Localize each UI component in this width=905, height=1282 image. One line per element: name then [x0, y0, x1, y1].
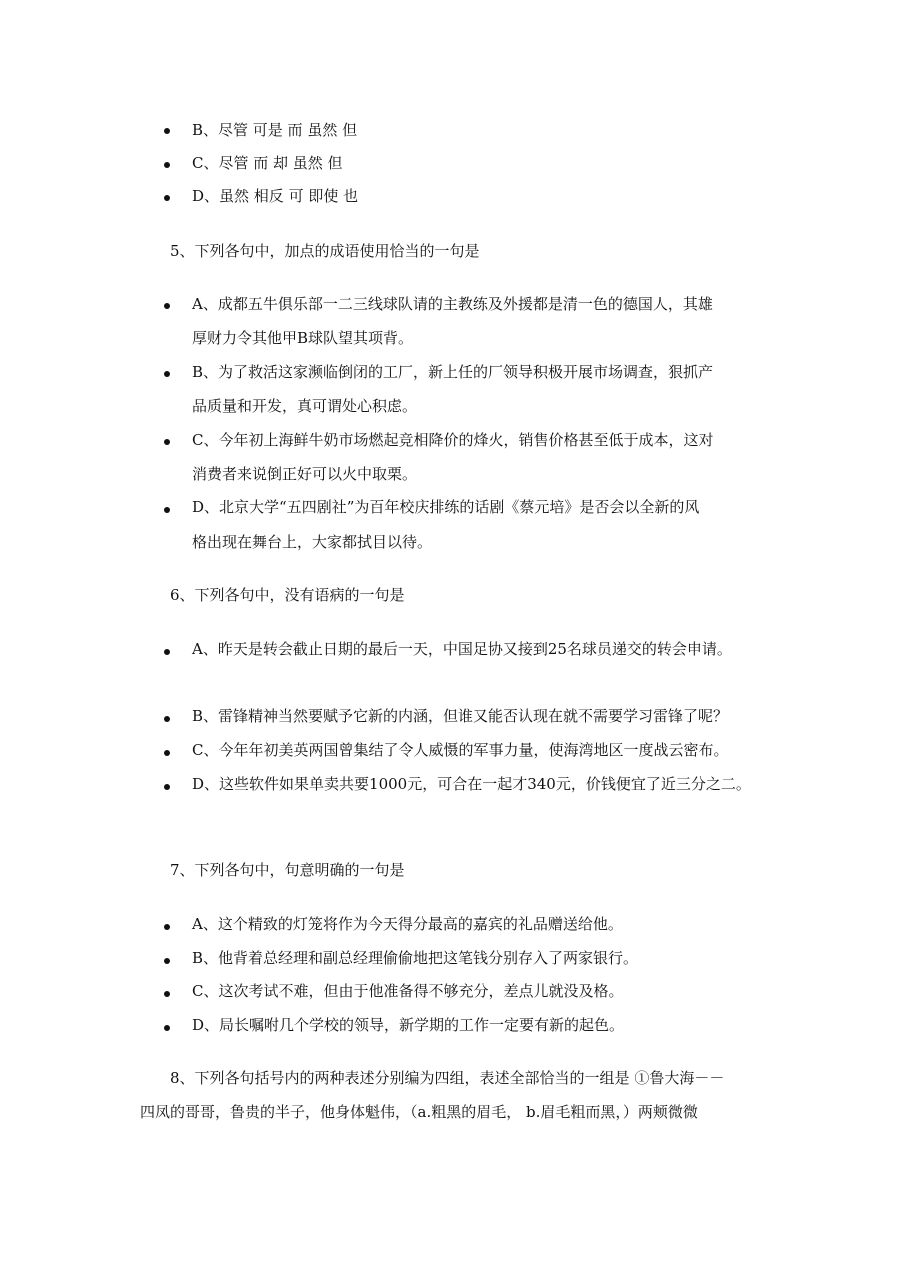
list-bullet — [164, 303, 170, 309]
q8-question-line2: 四凤的哥哥，鲁贵的半子，他身体魁伟，（a.粗黑的眉毛， b.眉毛粗而黑，）两颊微微 — [140, 1103, 698, 1121]
list-bullet — [164, 716, 170, 722]
q5-option-a-line2: 厚财力令其他甲B球队望其项背。 — [192, 329, 414, 347]
list-bullet — [164, 439, 170, 445]
q5-question: 5、下列各句中，加点的成语使用恰当的一句是 — [170, 242, 480, 260]
q5-option-d-line2: 格出现在舞台上，大家都拭目以待。 — [192, 533, 433, 551]
q5-option-d-line1: D、北京大学“五四剧社”为百年校庆排练的话剧《蔡元培》是否会以全新的风 — [192, 498, 700, 516]
q4-option-c: C、尽管 而 却 虽然 但 — [192, 154, 343, 172]
q6-option-b: B、雷锋精神当然要赋予它新的内涵，但谁又能否认现在就不需要学习雷锋了呢？ — [192, 707, 729, 725]
q7-question: 7、下列各句中，句意明确的一句是 — [170, 861, 405, 879]
list-bullet — [164, 924, 170, 930]
q5-option-a-line1: A、成都五牛俱乐部一二三线球队请的主教练及外援都是清一色的德国人，其雄 — [192, 295, 713, 313]
q6-option-d: D、这些软件如果单卖共要1000元，可合在一起才340元，价钱便宜了近三分之二。 — [192, 775, 751, 793]
list-bullet — [164, 371, 170, 377]
q5-option-b-line2: 品质量和开发，真可谓处心积虑。 — [192, 397, 418, 415]
list-bullet — [164, 991, 170, 997]
q4-option-b: B、尽管 可是 而 虽然 但 — [192, 121, 358, 139]
q5-option-b-line1: B、为了救活这家濒临倒闭的工厂，新上任的厂领导积极开展市场调查，狠抓产 — [192, 363, 714, 381]
list-bullet — [164, 195, 170, 201]
list-bullet — [164, 507, 170, 513]
q6-option-c: C、今年年初美英两国曾集结了令人威慑的军事力量，使海湾地区一度战云密布。 — [192, 741, 729, 759]
q8-question-line1: 8、下列各句括号内的两种表述分别编为四组，表述全部恰当的一组是 ①鲁大海－－ — [170, 1069, 725, 1087]
q7-option-d: D、局长嘱咐几个学校的领导，新学期的工作一定要有新的起色。 — [192, 1016, 625, 1034]
list-bullet — [164, 784, 170, 790]
q4-option-d: D、虽然 相反 可 即使 也 — [192, 187, 359, 205]
q6-option-a: A、昨天是转会截止日期的最后一天，中国足协又接到25名球员递交的转会申请。 — [192, 640, 732, 658]
list-bullet — [164, 1025, 170, 1031]
list-bullet — [164, 958, 170, 964]
q6-question: 6、下列各句中，没有语病的一句是 — [170, 586, 405, 604]
q5-option-c-line2: 消费者来说倒正好可以火中取栗。 — [192, 465, 418, 483]
q7-option-c: C、这次考试不难，但由于他准备得不够充分，差点儿就没及格。 — [192, 982, 624, 1000]
q7-option-a: A、这个精致的灯笼将作为今天得分最高的嘉宾的礼品赠送给他。 — [192, 915, 623, 933]
q5-option-c-line1: C、今年初上海鲜牛奶市场燃起竞相降价的烽火，销售价格甚至低于成本，这对 — [192, 431, 714, 449]
list-bullet — [164, 128, 170, 134]
list-bullet — [164, 649, 170, 655]
q7-option-b: B、他背着总经理和副总经理偷偷地把这笔钱分别存入了两家银行。 — [192, 949, 639, 967]
list-bullet — [164, 162, 170, 168]
list-bullet — [164, 750, 170, 756]
